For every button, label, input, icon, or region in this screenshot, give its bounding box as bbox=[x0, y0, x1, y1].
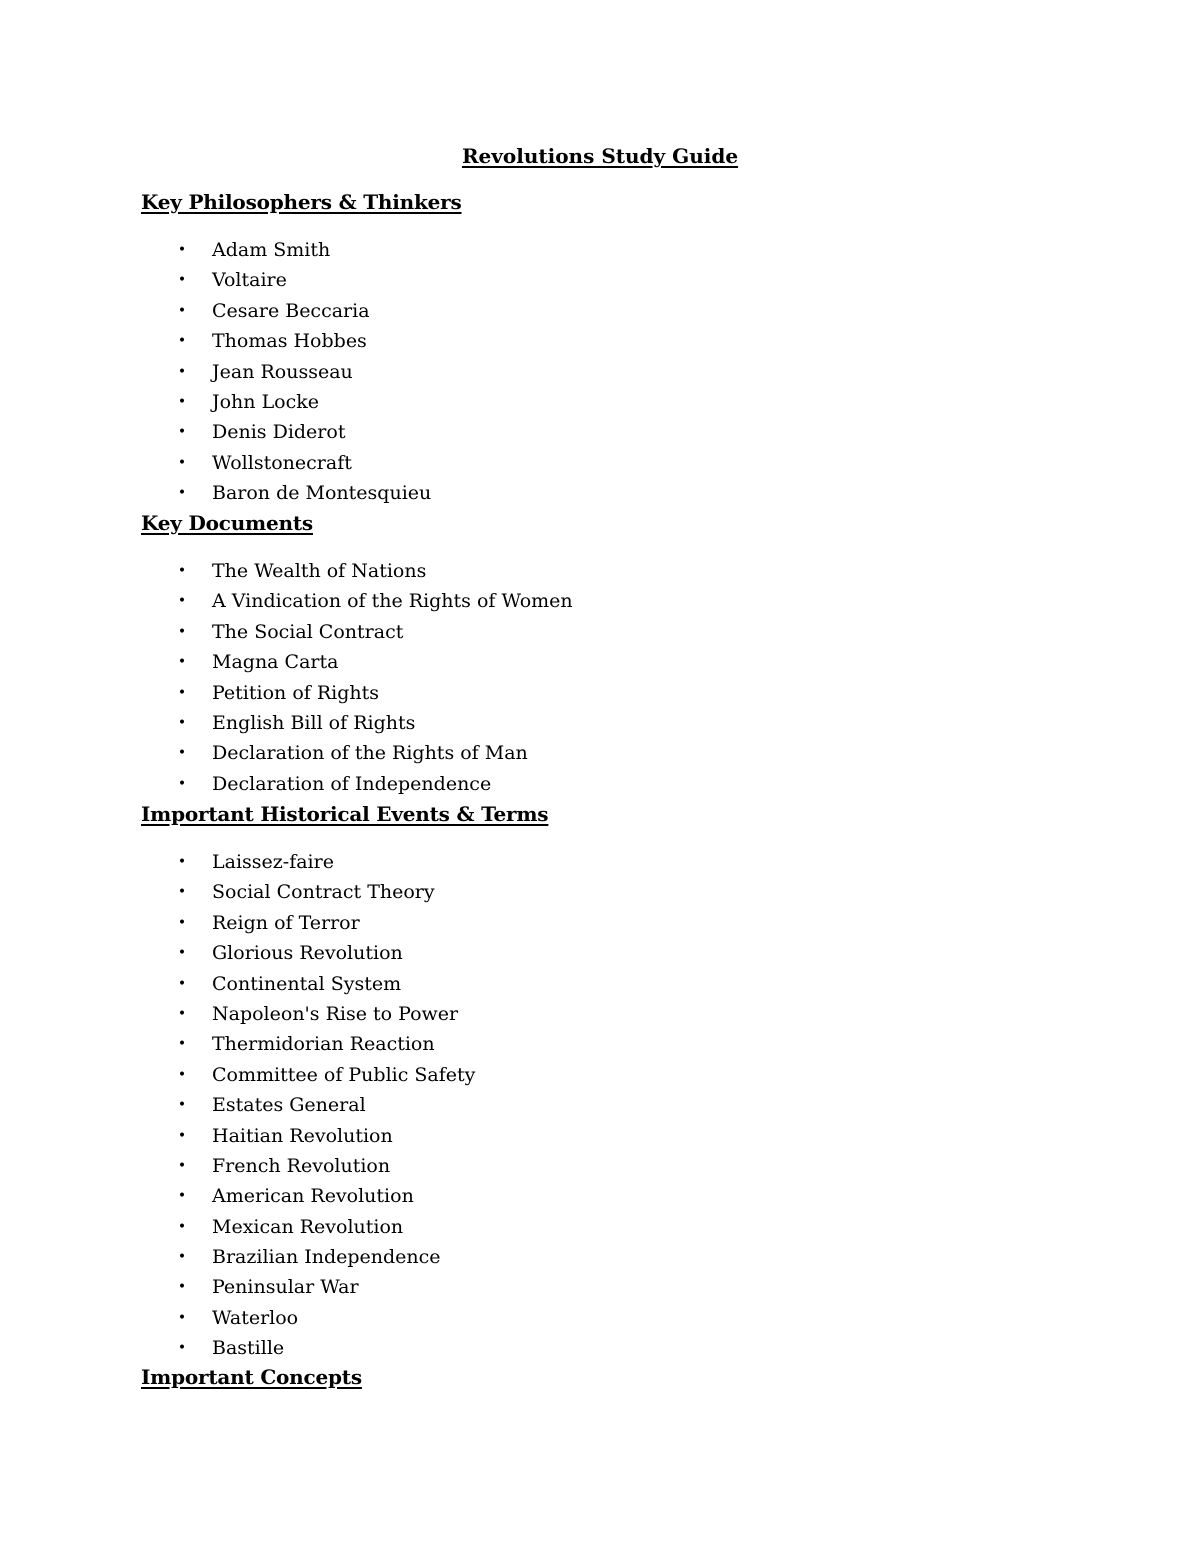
list-item bbox=[141, 478, 1041, 508]
list-item-text: Continental System bbox=[212, 972, 402, 995]
list-item-text: Haitian Revolution bbox=[212, 1124, 393, 1147]
bullet-icon: • bbox=[177, 1127, 187, 1144]
list-item bbox=[141, 1151, 1041, 1181]
bullet-icon: • bbox=[177, 914, 187, 931]
list-item bbox=[141, 1303, 1041, 1333]
section-historical-events bbox=[141, 800, 1041, 1364]
list-item-text: Glorious Revolution bbox=[212, 942, 403, 965]
list-item bbox=[141, 678, 1041, 708]
list-item bbox=[141, 1029, 1041, 1059]
list-item-text: Declaration of the Rights of Man bbox=[212, 742, 528, 765]
list-item bbox=[141, 417, 1041, 447]
list-item bbox=[141, 1181, 1041, 1211]
list-item-text: Bastille bbox=[212, 1337, 285, 1360]
bullet-list bbox=[141, 847, 1041, 1364]
list-item-text: Denis Diderot bbox=[212, 421, 346, 444]
list-item bbox=[141, 1212, 1041, 1242]
bullet-icon: • bbox=[177, 945, 187, 962]
list-item-text: Laissez-faire bbox=[212, 851, 334, 873]
bullet-icon: • bbox=[177, 654, 187, 671]
list-item bbox=[141, 847, 1041, 877]
bullet-icon: • bbox=[177, 272, 187, 289]
bullet-list bbox=[141, 556, 1041, 799]
list-item bbox=[141, 235, 1041, 265]
document-title: Revolutions Study Guide bbox=[461, 144, 739, 168]
bullet-icon: • bbox=[177, 593, 187, 610]
bullet-icon: • bbox=[177, 333, 187, 350]
bullet-icon: • bbox=[177, 684, 187, 701]
list-item-text: Thomas Hobbes bbox=[212, 330, 367, 353]
list-item-text: Declaration of Independence bbox=[212, 772, 492, 795]
bullet-icon: • bbox=[177, 1188, 187, 1205]
bullet-icon: • bbox=[177, 975, 187, 992]
list-item bbox=[141, 1242, 1041, 1272]
list-item-text: Social Contract Theory bbox=[212, 881, 435, 904]
list-item-text: Estates General bbox=[212, 1094, 366, 1117]
list-item-text: Mexican Revolution bbox=[212, 1215, 404, 1238]
list-item bbox=[141, 647, 1041, 677]
bullet-icon: • bbox=[177, 393, 187, 410]
list-item bbox=[141, 1333, 1041, 1363]
list-item-text: Cesare Beccaria bbox=[212, 299, 370, 322]
list-item-text: The Wealth of Nations bbox=[212, 560, 427, 582]
list-item-text: Wollstonecraft bbox=[212, 451, 352, 474]
list-item-text: Brazilian Independence bbox=[212, 1246, 441, 1269]
list-item bbox=[141, 296, 1041, 326]
list-item-text: Adam Smith bbox=[212, 239, 331, 261]
bullet-icon: • bbox=[177, 1249, 187, 1266]
bullet-icon: • bbox=[177, 302, 187, 319]
section-key-documents bbox=[141, 509, 1041, 799]
bullet-icon: • bbox=[177, 745, 187, 762]
bullet-icon: • bbox=[177, 424, 187, 441]
list-item bbox=[141, 938, 1041, 968]
list-item-text: Baron de Montesquieu bbox=[212, 482, 432, 505]
bullet-list bbox=[141, 235, 1041, 509]
list-item-text: Petition of Rights bbox=[212, 681, 379, 704]
bullet-icon: • bbox=[177, 485, 187, 502]
list-item-text: John Locke bbox=[212, 390, 320, 413]
section-important-concepts bbox=[141, 1363, 1041, 1410]
list-item bbox=[141, 738, 1041, 768]
list-item-text: American Revolution bbox=[212, 1185, 414, 1208]
list-item bbox=[141, 708, 1041, 738]
list-item-text: Committee of Public Safety bbox=[212, 1063, 476, 1086]
bullet-icon: • bbox=[177, 1279, 187, 1296]
bullet-icon: • bbox=[177, 1218, 187, 1235]
list-item bbox=[141, 357, 1041, 387]
bullet-icon: • bbox=[177, 1309, 187, 1326]
bullet-icon: • bbox=[177, 242, 187, 258]
bullet-icon: • bbox=[177, 1036, 187, 1053]
list-item-text: Jean Rousseau bbox=[212, 360, 353, 383]
list-item bbox=[141, 1060, 1041, 1090]
list-item bbox=[141, 769, 1041, 799]
list-item-text: French Revolution bbox=[212, 1154, 391, 1177]
bullet-icon: • bbox=[177, 1066, 187, 1083]
section-heading: Important Concepts bbox=[141, 1365, 362, 1389]
list-item bbox=[141, 387, 1041, 417]
bullet-icon: • bbox=[177, 884, 187, 901]
list-item bbox=[141, 1090, 1041, 1120]
list-item-text: Napoleon's Rise to Power bbox=[212, 1002, 459, 1025]
bullet-icon: • bbox=[177, 1097, 187, 1114]
list-item-text: Magna Carta bbox=[212, 651, 339, 674]
list-item bbox=[141, 326, 1041, 356]
section-heading: Important Historical Events & Terms bbox=[141, 802, 549, 826]
list-item bbox=[141, 1121, 1041, 1151]
bullet-icon: • bbox=[177, 1005, 187, 1022]
bullet-icon: • bbox=[177, 623, 187, 640]
bullet-icon: • bbox=[177, 563, 187, 579]
list-item bbox=[141, 265, 1041, 295]
list-item bbox=[141, 877, 1041, 907]
list-item-text: The Social Contract bbox=[212, 620, 404, 643]
bullet-icon: • bbox=[177, 1157, 187, 1174]
list-item-text: Voltaire bbox=[212, 269, 287, 292]
list-item-text: Peninsular War bbox=[212, 1276, 359, 1299]
bullet-icon: • bbox=[177, 714, 187, 731]
bullet-icon: • bbox=[177, 363, 187, 380]
list-item-text: A Vindication of the Rights of Women bbox=[212, 590, 573, 613]
list-item bbox=[141, 556, 1041, 586]
list-item bbox=[141, 1272, 1041, 1302]
list-item bbox=[141, 448, 1041, 478]
bullet-icon: • bbox=[177, 1340, 187, 1357]
list-item bbox=[141, 969, 1041, 999]
section-key-philosophers bbox=[141, 188, 1041, 509]
list-item bbox=[141, 586, 1041, 616]
list-item-text: Reign of Terror bbox=[212, 911, 360, 934]
list-item-text: English Bill of Rights bbox=[212, 711, 416, 734]
list-item-text: Thermidorian Reaction bbox=[212, 1033, 435, 1056]
list-item bbox=[141, 617, 1041, 647]
list-item bbox=[141, 999, 1041, 1029]
bullet-icon: • bbox=[177, 775, 187, 792]
bullet-icon: • bbox=[177, 854, 187, 870]
section-heading: Key Philosophers & Thinkers bbox=[141, 190, 462, 214]
section-heading: Key Documents bbox=[141, 511, 313, 535]
bullet-icon: • bbox=[177, 454, 187, 471]
list-item bbox=[141, 908, 1041, 938]
list-item-text: Waterloo bbox=[212, 1306, 299, 1329]
